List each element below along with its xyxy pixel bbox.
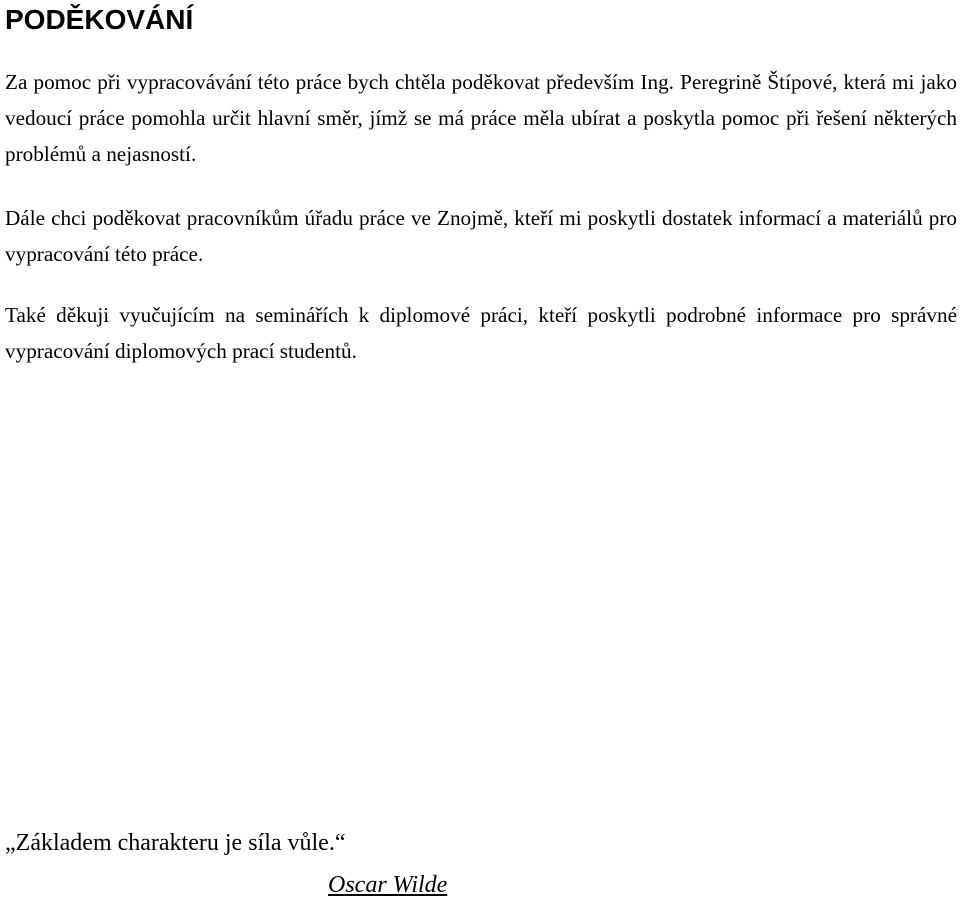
quote-author: Oscar Wilde (328, 872, 448, 898)
paragraph-acknowledgement-supervisor: Za pomoc při vypracovávání této práce bych chtěla poděkovat především Ing. Peregrině Štípové, která mi jako vedoucí práce pomohla určit hlavní směr, jímž se má práce měla ubírat a poskytla pomoc při řešení některých problémů a nejasností. (5, 70, 957, 166)
paragraph-acknowledgement-labour-office: Dále chci poděkovat pracovníkům úřadu práce ve Znojmě, kteří mi poskytli dostatek informací a materiálů pro vypracování této práce. (5, 206, 957, 266)
motto-quote: „Základem charakteru je síla vůle.“ (5, 830, 346, 856)
page-heading: PODĚKOVÁNÍ (5, 4, 194, 35)
paragraph-acknowledgement-seminar-teachers: Také děkuji vyučujícím na seminářích k diplomové práci, kteří poskytli podrobné informace pro správné vypracování diplomových prací studentů. (5, 303, 957, 363)
